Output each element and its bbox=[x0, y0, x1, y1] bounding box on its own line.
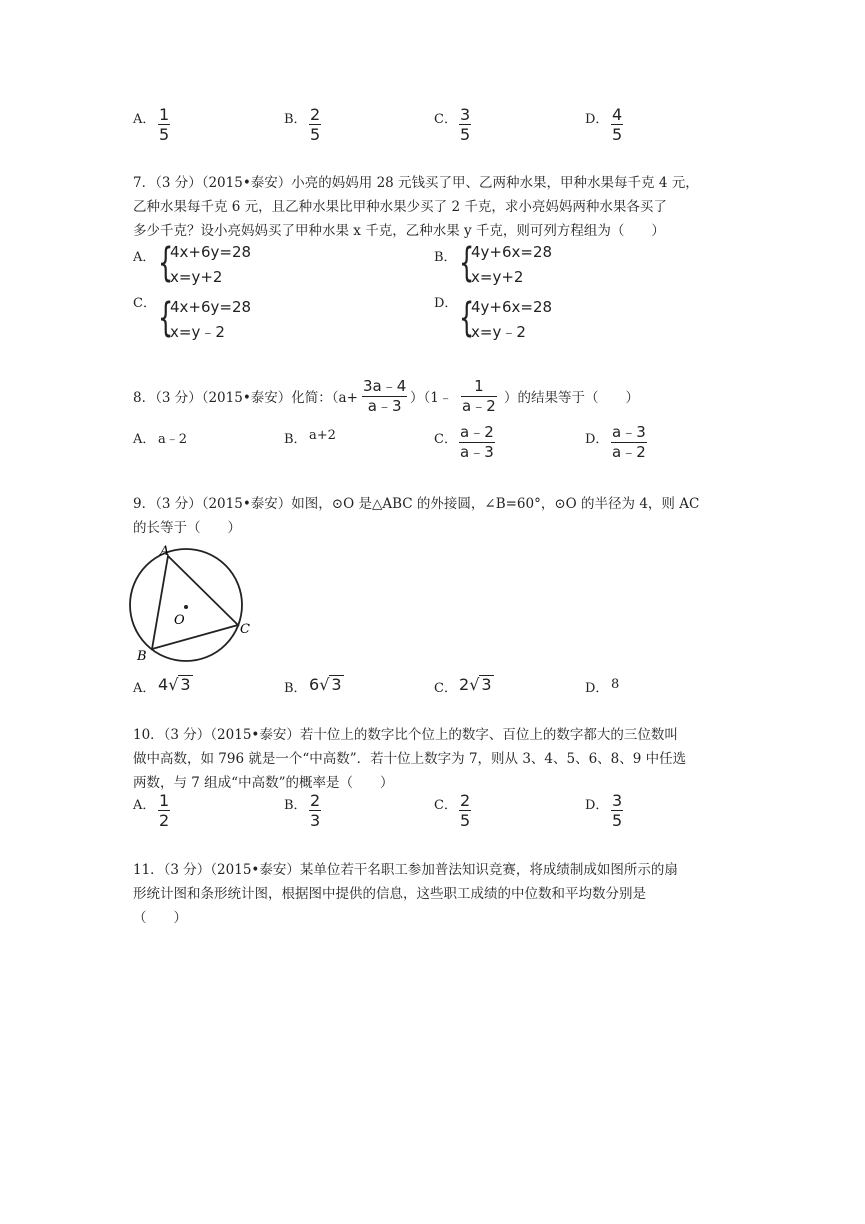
q10-option-b-fraction: 2 3 bbox=[310, 791, 321, 830]
q10-line-1: 10．（3 分）（2015•泰安）若十位上的数字比个位上的数字、百位上的数字都大的三位数叫 bbox=[133, 727, 678, 743]
q7-option-a-letter: A． bbox=[133, 250, 156, 265]
q7-line-2: 乙种水果每千克 6 元，且乙种水果比甲种水果少买了 2 千克，求小亮妈妈两种水果各买了 bbox=[133, 199, 667, 215]
q9-line-2: 的长等于（ ） bbox=[133, 520, 241, 536]
q8-fraction-2: 1 a﹣2 bbox=[462, 377, 496, 415]
svg-text:A: A bbox=[160, 544, 170, 559]
q6-option-a-fraction: 1 5 bbox=[159, 105, 170, 144]
q9-option-c-value: 2√ 3 bbox=[459, 675, 492, 694]
q6-option-b-letter: B． bbox=[284, 112, 307, 127]
q7-line-1: 7．（3 分）（2015•泰安）小亮的妈妈用 28 元钱买了甲、乙两种水果，甲种水果每千克 4 元， bbox=[133, 175, 699, 191]
svg-text:C: C bbox=[240, 622, 250, 637]
q11-line-1: 11．（3 分）（2015•泰安）某单位若干名职工参加普法知识竞赛，将成绩制成如图所示的扇 bbox=[133, 862, 678, 878]
q6-option-c-fraction: 3 5 bbox=[460, 105, 471, 144]
q10-option-a-letter: A． bbox=[133, 798, 156, 813]
q9-option-d-letter: D． bbox=[585, 681, 609, 696]
q9-option-b-letter: B． bbox=[284, 681, 307, 696]
q10-option-d-fraction: 3 5 bbox=[612, 791, 623, 830]
q8-option-a-letter: A． bbox=[133, 432, 156, 447]
q9-option-d-value: 8 bbox=[611, 677, 620, 692]
q10-option-a-fraction: 1 2 bbox=[159, 791, 170, 830]
q10-line-3: 两数，与 7 组成“中高数”的概率是（ ） bbox=[133, 775, 394, 791]
q7-option-b-letter: B． bbox=[434, 250, 457, 265]
q10-option-b-letter: B． bbox=[284, 798, 307, 813]
q8-option-c-letter: C． bbox=[434, 432, 457, 447]
q8-suffix: ）的结果等于（ ） bbox=[504, 390, 639, 406]
q11-line-3: （ ） bbox=[133, 910, 187, 926]
q11-line-2: 形统计图和条形统计图，根据图中提供的信息，这些职工成绩的中位数和平均数分别是 bbox=[133, 886, 646, 902]
q7-option-a-system: { 4x+6y=28 x=y+2 bbox=[158, 240, 252, 286]
q8-option-a: a﹣2 bbox=[158, 432, 188, 447]
q8-option-b-letter: B． bbox=[284, 432, 307, 447]
q8-option-d-letter: D． bbox=[585, 432, 609, 447]
q9-circle-figure bbox=[125, 543, 260, 668]
q7-option-b-system: { 4y+6x=28 x=y+2 bbox=[459, 240, 553, 286]
q9-option-c-letter: C． bbox=[434, 681, 457, 696]
q6-option-b-fraction: 2 5 bbox=[310, 105, 321, 144]
q7-option-c-letter: C． bbox=[133, 296, 156, 311]
svg-text:B: B bbox=[137, 649, 147, 664]
q6-option-d-letter: D． bbox=[585, 112, 609, 127]
q8-fraction-1: 3a﹣4 a﹣3 bbox=[363, 377, 407, 415]
q7-option-c-system: { 4x+6y=28 x=y﹣2 bbox=[158, 295, 252, 341]
q7-option-d-letter: D． bbox=[434, 296, 458, 311]
q8-option-d-fraction: a﹣3 a﹣2 bbox=[612, 423, 646, 461]
q6-option-c-letter: C． bbox=[434, 112, 457, 127]
q10-line-2: 做中高数，如 796 就是一个“中高数”．若十位上数字为 7，则从 3、4、5、6、8、9 中任选 bbox=[133, 751, 687, 767]
q10-option-c-letter: C． bbox=[434, 798, 457, 813]
q10-option-d-letter: D． bbox=[585, 798, 609, 813]
q9-option-a-letter: A． bbox=[133, 681, 156, 696]
q6-option-a-letter: A． bbox=[133, 112, 156, 127]
svg-text:O: O bbox=[174, 613, 185, 628]
q9-option-b-value: 6√ 3 bbox=[309, 675, 342, 694]
q8-middle: ）（1﹣ bbox=[410, 390, 453, 406]
q8-option-b: a+2 bbox=[309, 428, 336, 443]
q7-line-3: 多少千克？设小亮妈妈买了甲种水果 x 千克，乙种水果 y 千克，则可列方程组为（ ） bbox=[133, 223, 665, 239]
q10-option-c-fraction: 2 5 bbox=[460, 791, 471, 830]
q9-option-a-value: 4√ 3 bbox=[158, 675, 191, 694]
q8-prefix: 8．（3 分）（2015•泰安）化简：（a+ bbox=[133, 390, 358, 406]
q8-option-c-fraction: a﹣2 a﹣3 bbox=[460, 423, 494, 461]
q6-option-d-fraction: 4 5 bbox=[612, 105, 623, 144]
q7-option-d-system: { 4y+6x=28 x=y﹣2 bbox=[459, 295, 553, 341]
q9-line-1: 9．（3 分）（2015•泰安）如图，⊙O 是△ABC 的外接圆，∠B=60°，⊙O 的半径为 4，则 AC bbox=[133, 496, 700, 512]
